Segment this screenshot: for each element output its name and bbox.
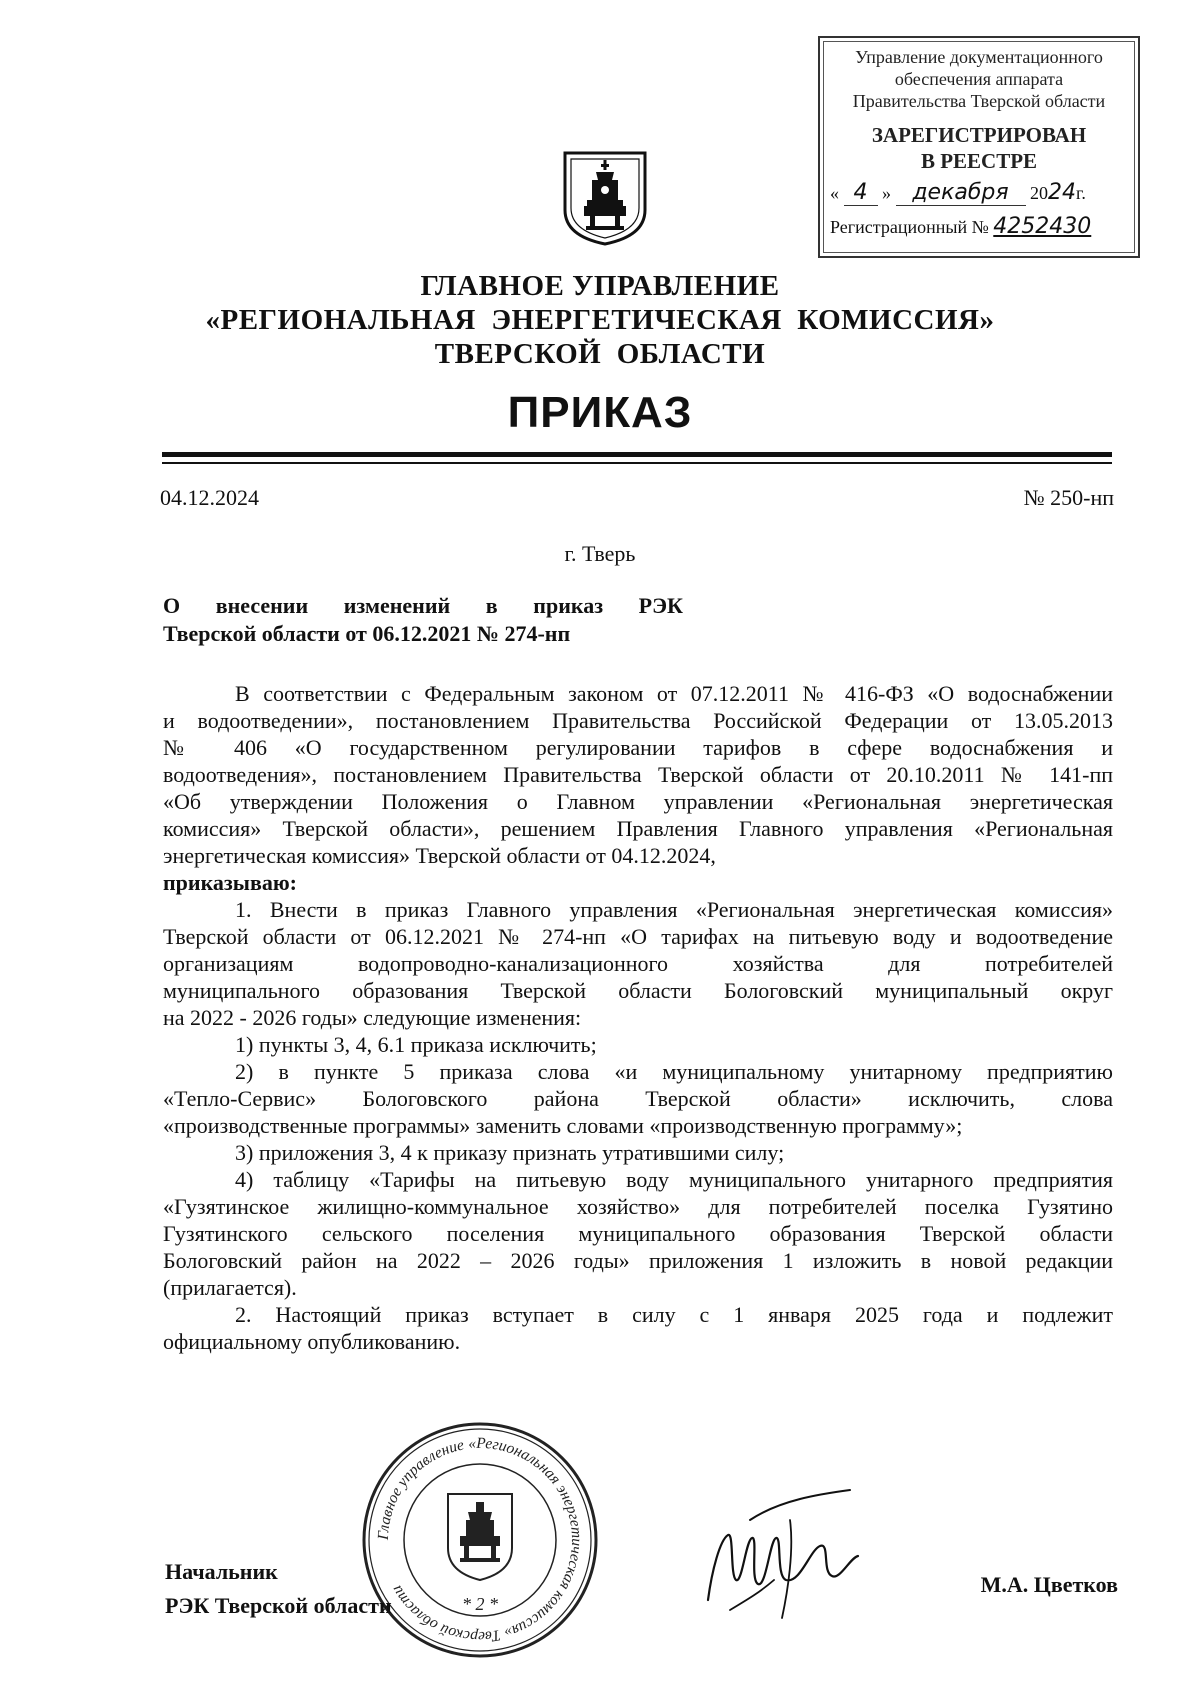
item-1-line: организациям водопроводно-канализационного хозяйства для потребителей bbox=[163, 951, 1113, 976]
item-2-line: официальному опубликованию. bbox=[163, 1329, 461, 1354]
header-rule-thin bbox=[162, 462, 1112, 464]
preamble-line: В соответствии с Федеральным законом от 07.12.2011 № 416-ФЗ «О водоснабжении bbox=[235, 681, 1113, 706]
official-seal bbox=[360, 1420, 600, 1660]
signatory-position-line-2: РЭК Тверской области bbox=[165, 1593, 392, 1618]
item-1-4-line: 4) таблицу «Тарифы на питьевую воду муниципального унитарного предприятия bbox=[235, 1167, 1113, 1192]
stamp-reg-number bbox=[830, 214, 1130, 239]
stamp-line-3: Правительства Тверской области bbox=[852, 91, 1106, 111]
order-word: приказываю: bbox=[163, 870, 297, 895]
preamble-paragraph bbox=[163, 680, 1113, 896]
signatory-position-line-1: Начальник bbox=[165, 1559, 278, 1584]
item-1-line: Тверской области от 06.12.2021 № 274-нп «О тарифах на питьевую воду и водоотведение bbox=[163, 924, 1113, 949]
header-rule-thick bbox=[162, 452, 1112, 457]
stamp-date-year-unit: г. bbox=[1076, 183, 1086, 203]
preamble-line: и водоотведении», постановлением Правительства Российской Федерации от 13.05.2013 bbox=[163, 708, 1113, 733]
item-1-4-line: (прилагается). bbox=[163, 1275, 297, 1300]
document-subject bbox=[163, 592, 683, 648]
header-line-3: ТВЕРСКОЙ ОБЛАСТИ bbox=[434, 338, 766, 370]
signatory-name: М.А. Цветков bbox=[980, 1572, 1118, 1597]
item-1-paragraph bbox=[163, 896, 1113, 1355]
stamp-line-1: Управление документационного bbox=[855, 47, 1103, 67]
header-line-2: «РЕГИОНАЛЬНАЯ ЭНЕРГЕТИЧЕСКАЯ КОМИССИЯ» bbox=[205, 304, 995, 336]
document-city: г. Тверь bbox=[564, 541, 636, 566]
item-1-line: на 2022 - 2026 годы» следующие изменения: bbox=[163, 1005, 582, 1030]
stamp-date bbox=[830, 180, 1130, 206]
preamble-line: № 406 «О государственном регулировании тарифов в сфере водоснабжения и bbox=[163, 735, 1113, 760]
stamp-reg-number-label: Регистрационный № bbox=[830, 217, 989, 237]
item-1-2-line: «производственные программы» заменить словами «производственную программу»; bbox=[163, 1113, 963, 1138]
coat-of-arms-icon bbox=[562, 150, 648, 246]
subject-line-2: Тверской области от 06.12.2021 № 274-нп bbox=[163, 621, 571, 646]
header-line-1: ГЛАВНОЕ УПРАВЛЕНИЕ bbox=[420, 270, 780, 302]
item-2-line: 2. Настоящий приказ вступает в силу с 1 января 2025 года и подлежит bbox=[235, 1302, 1113, 1327]
preamble-line: водоотведения», постановлением Правительства Тверской области от 20.10.2011 № 141-пп bbox=[163, 762, 1113, 787]
preamble-line: энергетическая комиссия» Тверской области от 04.12.2024, bbox=[163, 843, 716, 868]
stamp-reg-number-value: 4252430 bbox=[993, 214, 1092, 239]
handwritten-signature bbox=[690, 1480, 890, 1630]
item-1-4-line: Бологовский район на 2022 – 2026 годы» приложения 1 изложить в новой редакции bbox=[163, 1248, 1113, 1273]
seal-ring-text: Главное управление «Региональная энергетическая комиссия» Тверской области bbox=[374, 1434, 586, 1646]
seal-coat-of-arms-icon bbox=[448, 1494, 512, 1580]
item-1-line: муниципального образования Тверской области Бологовский муниципальный округ bbox=[163, 978, 1113, 1003]
document-number: № 250-нп bbox=[1023, 485, 1114, 510]
preamble-line: комиссия» Тверской области», решением Правления Главного управления «Региональная bbox=[163, 816, 1113, 841]
stamp-date-year-suffix: 24 bbox=[1048, 180, 1076, 205]
stamp-date-year-prefix: 20 bbox=[1030, 183, 1048, 203]
subject-line-1: О внесении изменений в приказ РЭК bbox=[163, 593, 683, 618]
seal-number: * 2 * bbox=[462, 1594, 498, 1614]
item-1-3: 3) приложения 3, 4 к приказу признать утратившими силу; bbox=[235, 1140, 785, 1165]
stamp-date-day: 4 bbox=[844, 180, 878, 206]
signatory-position bbox=[165, 1555, 392, 1623]
item-1-line: 1. Внести в приказ Главного управления «Региональная энергетическая комиссия» bbox=[235, 897, 1113, 922]
quote-close: » bbox=[882, 183, 891, 203]
preamble-line: «Об утверждении Положения о Главном управлении «Региональная энергетическая bbox=[163, 789, 1113, 814]
item-1-2-line: «Тепло-Сервис» Бологовского района Тверской области» исключить, слова bbox=[163, 1086, 1113, 1111]
quote-open: « bbox=[830, 183, 839, 203]
stamp-date-month: декабря bbox=[896, 180, 1026, 206]
stamp-status-2: В РЕЕСТРЕ bbox=[920, 149, 1038, 173]
item-1-1: 1) пункты 3, 4, 6.1 приказа исключить; bbox=[235, 1032, 597, 1057]
item-1-2-line: 2) в пункте 5 приказа слова «и муниципальному унитарному предприятию bbox=[235, 1059, 1113, 1084]
registration-stamp bbox=[818, 36, 1140, 258]
stamp-line-2: обеспечения аппарата bbox=[894, 69, 1064, 89]
item-1-4-line: «Гузятинское жилищно-коммунальное хозяйство» для потребителей поселка Гузятино bbox=[163, 1194, 1113, 1219]
stamp-status-1: ЗАРЕГИСТРИРОВАН bbox=[871, 123, 1087, 147]
document-type-title: ПРИКАЗ bbox=[507, 388, 693, 437]
item-1-4-line: Гузятинского сельского поселения муниципального образования Тверской области bbox=[163, 1221, 1113, 1246]
document-date: 04.12.2024 bbox=[160, 485, 259, 510]
